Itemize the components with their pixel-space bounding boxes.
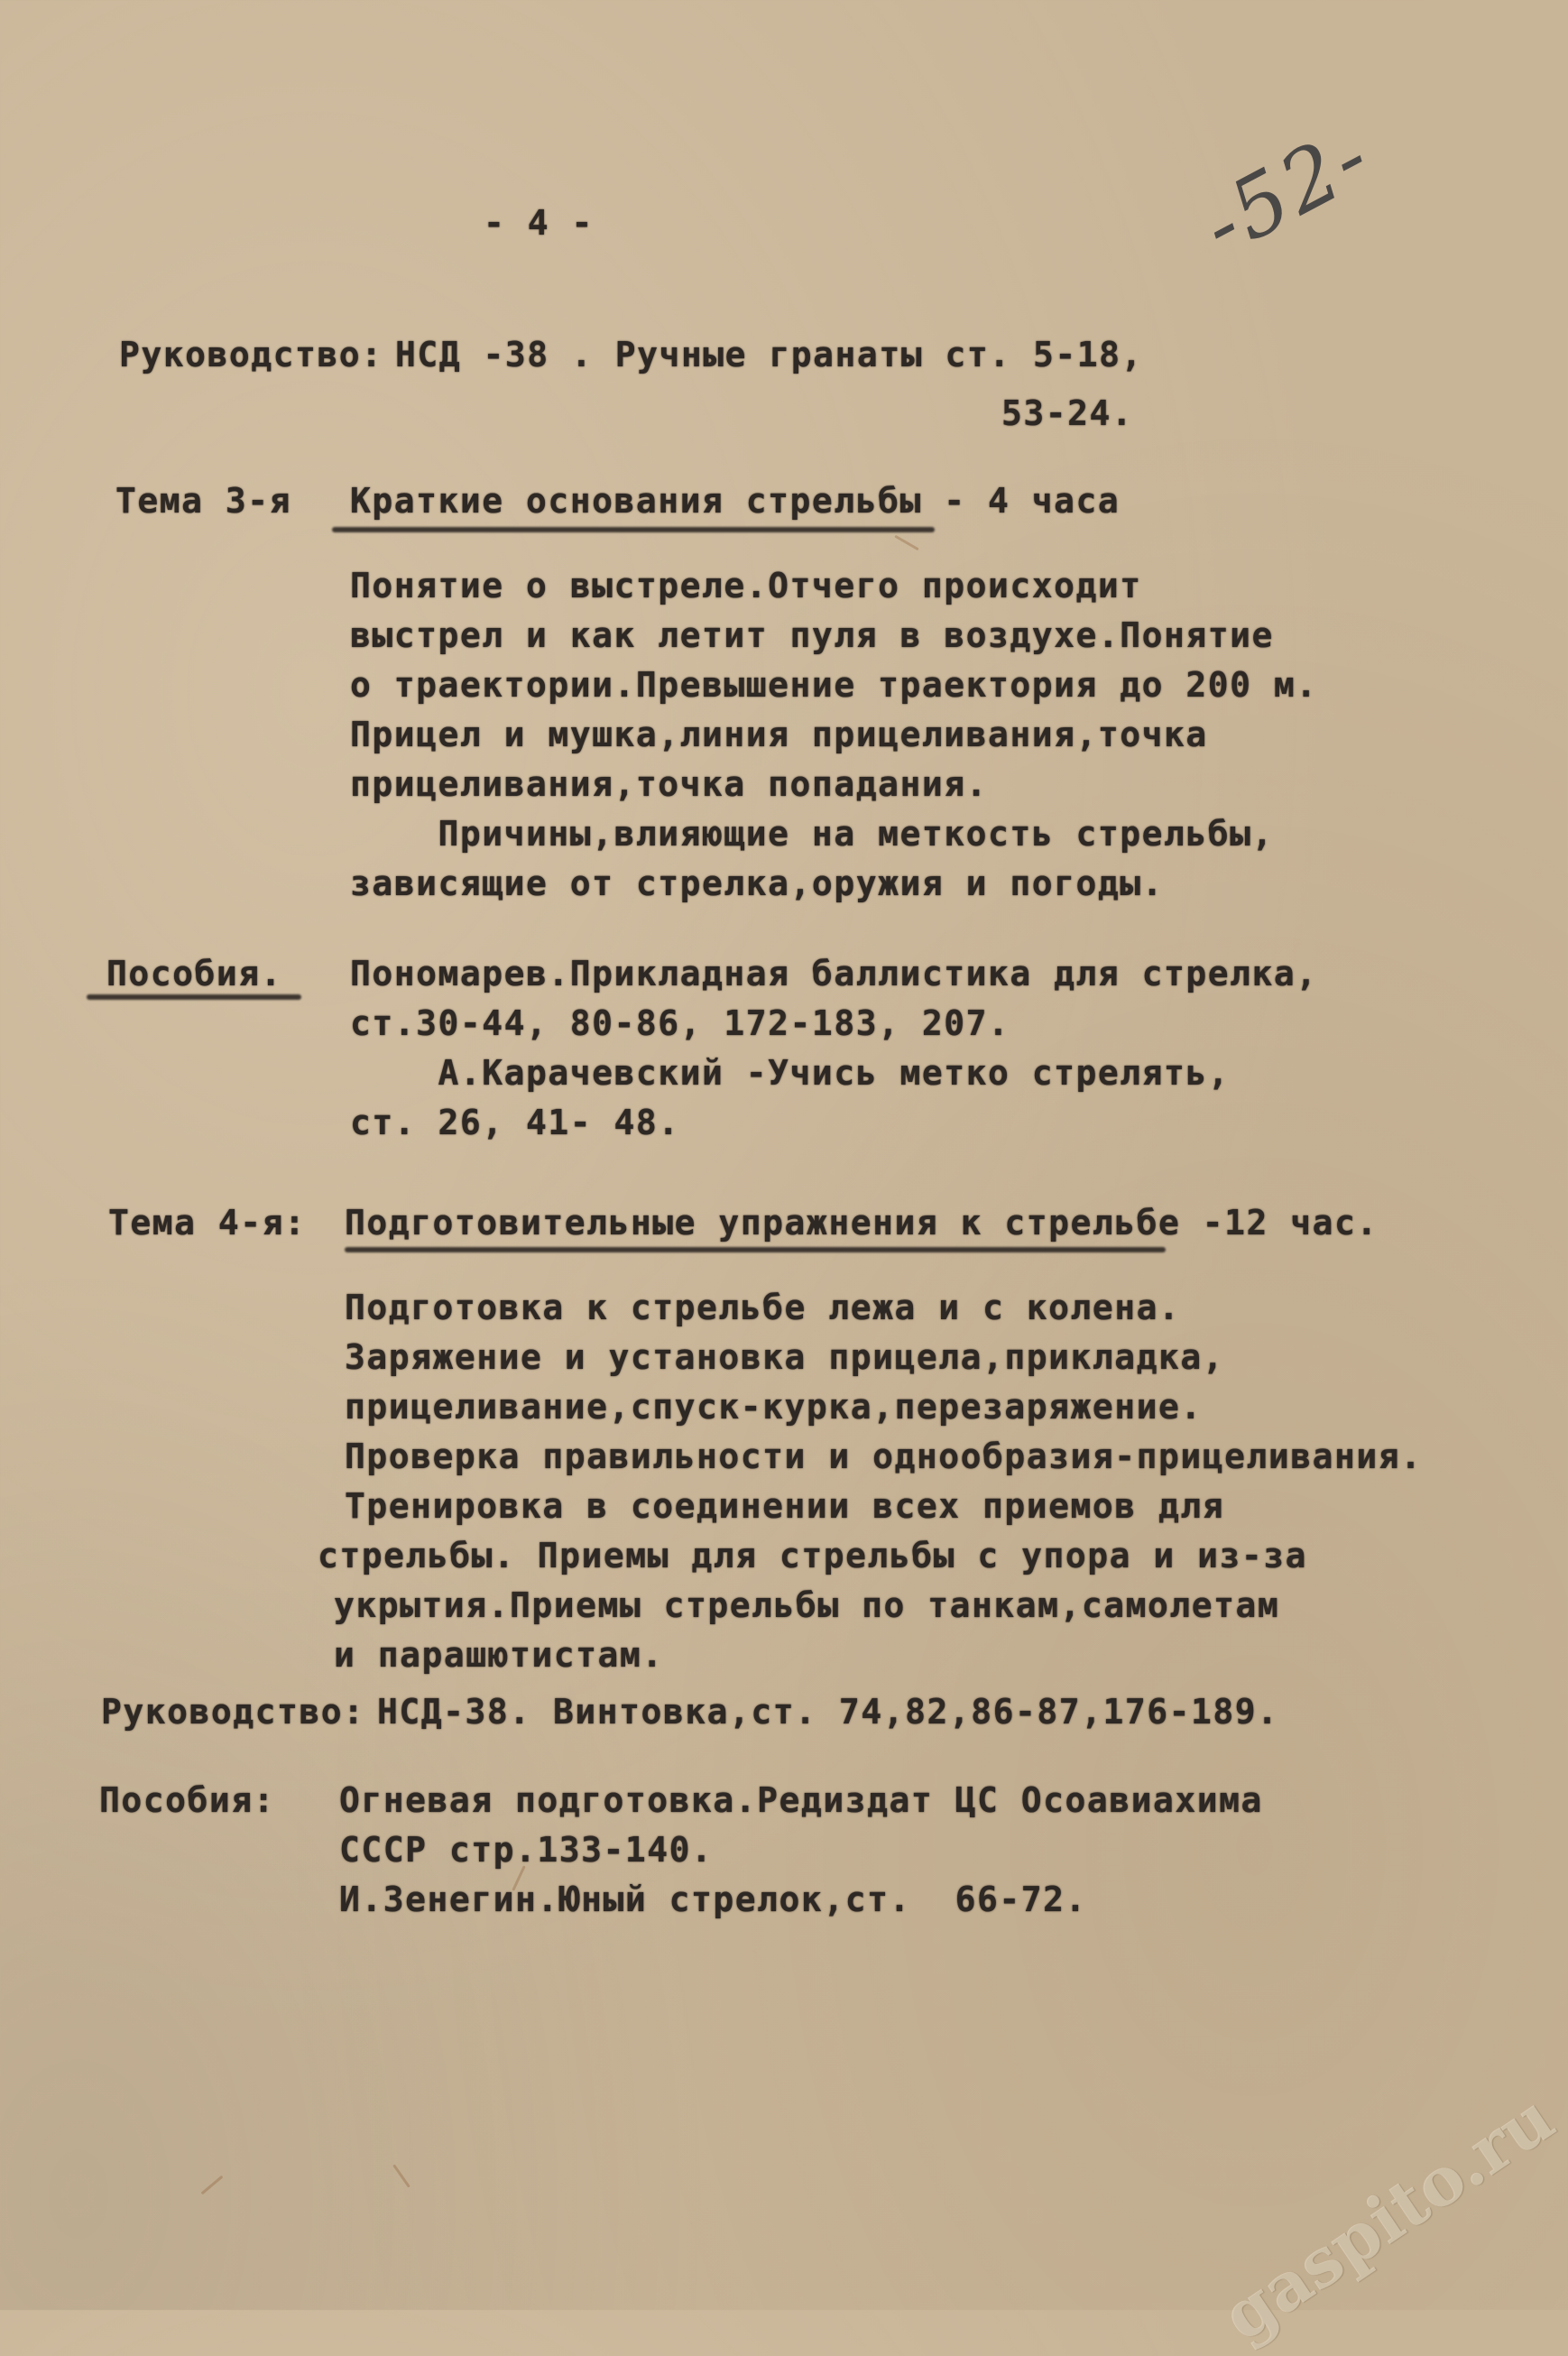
topic4-guide-label: Руководство: — [101, 1692, 365, 1732]
topic4-body-line: и парашютистам. — [334, 1635, 664, 1675]
topic4-aids-line: Огневая подготовка.Редиздат ЦС Осоавиахима — [339, 1780, 1263, 1820]
topic4-aids-line: И.Зенегин.Юный стрелок,ст. 66-72. — [339, 1880, 1087, 1919]
topic3-title-underline — [332, 527, 935, 532]
topic4-title-underline — [345, 1247, 1166, 1252]
topic3-title: Краткие основания стрельбы - 4 часа — [350, 481, 1121, 521]
guide-text-line1: НСД -38 . Ручные гранаты ст. 5-18, — [395, 335, 1143, 374]
guide-label: Руководство: — [119, 335, 383, 374]
guide-text-line2: 53-24. — [1001, 393, 1134, 433]
topic3-aids-line: Пономарев.Прикладная баллистика для стрелка, — [350, 954, 1318, 993]
handwritten-page-number: -52- — [1186, 106, 1388, 275]
topic3-body-line: Понятие о выстреле.Отчего происходит — [350, 566, 1142, 605]
topic4-body-line: Заряжение и установка прицела,прикладка, — [345, 1337, 1225, 1377]
paper-fiber — [894, 535, 918, 551]
paper-fiber — [392, 2164, 410, 2187]
topic4-body-line: Тренировка в соединении всех приемов для — [345, 1486, 1225, 1526]
topic3-aids-underline — [87, 994, 301, 1000]
topic4-aids-label: Пособия: — [99, 1780, 276, 1820]
typed-page-number: - 4 - — [484, 203, 594, 243]
topic3-label: Тема 3-я — [115, 481, 292, 521]
topic3-aids-label: Пособия. — [106, 954, 283, 993]
topic3-body-line: Причины,влияющие на меткость стрельбы, — [350, 814, 1274, 854]
paper-fiber — [201, 2176, 224, 2195]
topic3-body-line: зависящие от стрелка,оружия и погоды. — [350, 864, 1164, 903]
topic4-title: Подготовительные упражнения к стрельбе -12 час. — [345, 1203, 1379, 1243]
topic3-body-line: выстрел и как летит пуля в воздухе.Понятие — [350, 615, 1274, 655]
watermark: gaspito.ru — [1209, 2079, 1568, 2356]
topic3-body-line: о траектории.Превышение траектория до 200 м. — [350, 665, 1318, 705]
topic4-body-line: Проверка правильности и однообразия-прицеливания. — [345, 1437, 1423, 1476]
topic3-aids-line: ст. 26, 41- 48. — [350, 1103, 680, 1142]
topic4-guide-text: НСД-38. Винтовка,ст. 74,82,86-87,176-189. — [377, 1692, 1279, 1732]
topic3-body-line: Прицел и мушка,линия прицеливания,точка — [350, 715, 1208, 754]
topic4-body-line: укрытия.Приемы стрельбы по танкам,самолетам — [334, 1585, 1280, 1625]
topic4-body-line: прицеливание,спуск-курка,перезаряжение. — [345, 1387, 1203, 1427]
topic4-body-line: стрельбы. Приемы для стрельбы с упора и из-за — [318, 1536, 1308, 1575]
topic4-aids-line: СССР стр.133-140. — [339, 1830, 714, 1870]
topic3-aids-line: А.Карачевский -Учись метко стрелять, — [350, 1053, 1231, 1093]
topic3-aids-line: ст.30-44, 80-86, 172-183, 207. — [350, 1003, 1010, 1043]
topic4-label: Тема 4-я: — [108, 1203, 307, 1243]
topic3-body-line: прицеливания,точка попадания. — [350, 764, 988, 804]
topic4-body-line: Подготовка к стрельбе лежа и с колена. — [345, 1288, 1181, 1327]
